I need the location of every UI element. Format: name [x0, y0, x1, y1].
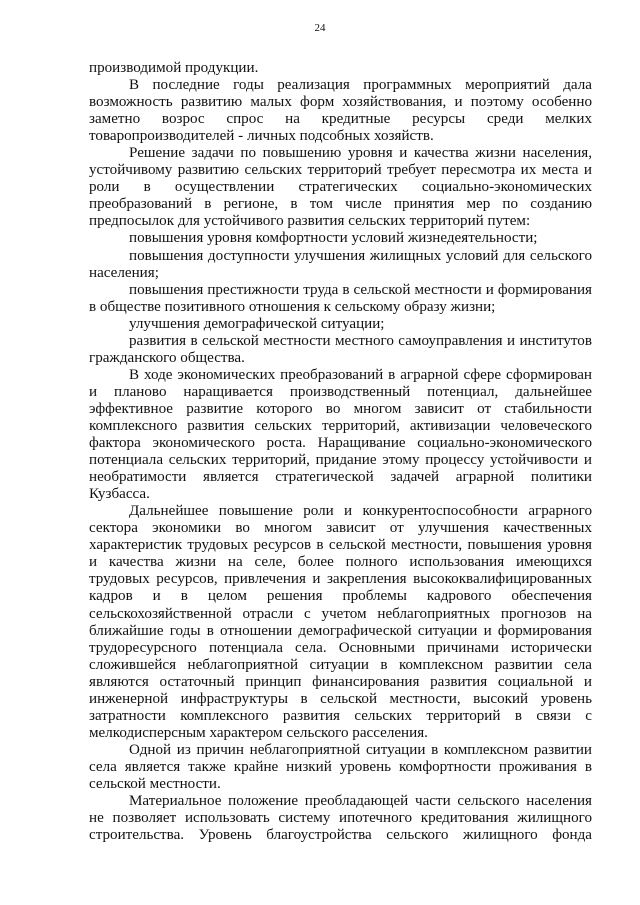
paragraph: В последние годы реализация программных мероприятий дала возможность развитию малых форм хозяйствования, и поэтому особенно заметно возрос спрос на кредитные ресурсы среди мелких товаропроизводителей - личных подсобных хозяйств.	[89, 77, 592, 145]
paragraph: Одной из причин неблагоприятной ситуации в комплексном развитии села является также крайне низкий уровень комфортности проживания в сельской местности.	[89, 741, 592, 792]
list-item: улучшения демографической ситуации;	[129, 315, 385, 332]
paragraph: В ходе экономических преобразований в аграрной сфере сформирован и планово наращивается производственный потенциал, дальнейшее эффективное развитие которого во многом зависит от стабильности комплексного развития сельских территорий, активизации человеческого фактора экономического роста. Наращивание социально-экономического потенциала сельских территорий, придание этому процессу устойчивости и необратимости является стратегической задачей аграрной политики Кузбасса.	[89, 366, 592, 503]
page-number: 24	[314, 22, 326, 34]
paragraph: Дальнейшее повышение роли и конкурентоспособности аграрного сектора экономики во многом зависит от улучшения качественных характеристик трудовых ресурсов в сельской местности, повышения уровня и качества жизни на селе, более полного использования имеющихся трудовых ресурсов, привлечения и закрепления высококвалифицированных кадров и в целом решения проблемы кадрового обеспечения сельскохозяйственной отрасли с учетом неблагоприятных прогнозов на ближайшие годы в отношении демографической ситуации и формирования трудоресурсного потенциала села. Основными причинами исторически сложившейся неблагоприятной ситуации в комплексном развитии села являются остаточный принцип финансирования развития социальной и инженерной инфраструктуры в сельской местности, высокий уровень затратности комплексного развития сельских территорий в связи с мелкодисперсным характером сельского расселения.	[89, 503, 592, 741]
document-body	[89, 60, 592, 844]
list-item: повышения уровня комфортности условий жизнедеятельности;	[129, 230, 538, 247]
list-item: развития в сельской местности местного самоуправления и институтов гражданского общества.	[89, 332, 592, 366]
paragraph: производимой продукции.	[89, 60, 259, 76]
paragraph: Материальное положение преобладающей части сельского населения не позволяет использовать систему ипотечного кредитования жилищного строительства. Уровень благоустройства сельского жилищного фонда	[89, 793, 592, 844]
list-item: повышения престижности труда в сельской местности и формирования в обществе позитивного отношения к сельскому образу жизни;	[89, 281, 592, 315]
list-item: повышения доступности улучшения жилищных условий для сельского населения;	[89, 247, 592, 281]
paragraph: Решение задачи по повышению уровня и качества жизни населения, устойчивому развитию сельских территорий требует пересмотра их места и роли в осуществлении стратегических социально-экономических преобразований в регионе, в том числе принятия мер по созданию предпосылок для устойчивого развития сельских территорий путем:	[89, 145, 592, 230]
